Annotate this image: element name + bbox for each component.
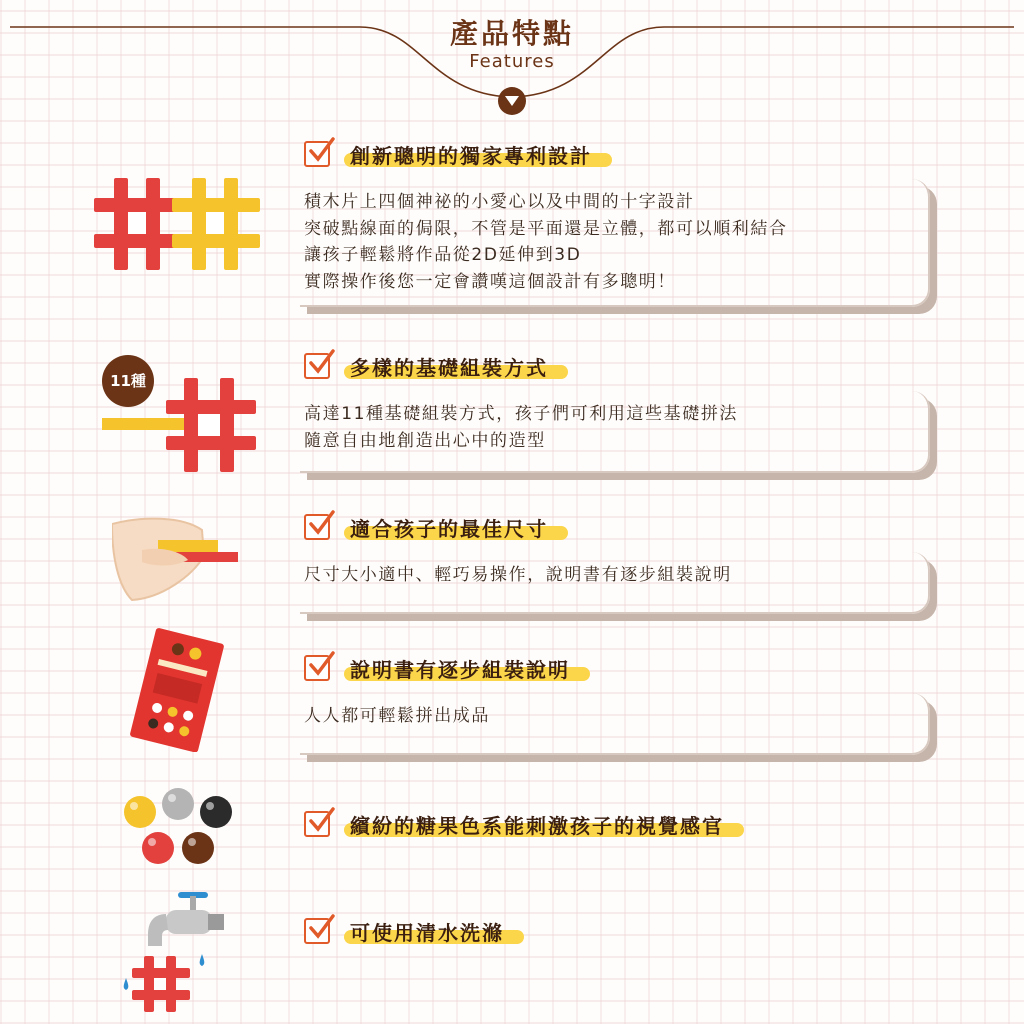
feature-line: 實際操作後您一定會讚嘆這個設計有多聰明！	[304, 271, 676, 292]
faucet-icon	[148, 892, 224, 946]
feature-line: 隨意自由地創造出心中的造型	[304, 430, 546, 451]
feature-line: 人人都可輕鬆拼出成品	[304, 706, 490, 726]
feature-title: 繽紛的糖果色系能刺激孩子的視覺感官	[344, 810, 730, 839]
check-icon	[304, 918, 330, 944]
count-badge: 11種	[102, 355, 154, 407]
feature-line: 突破點線面的侷限，不管是平面還是立體，都可以順利結合	[304, 218, 788, 239]
hand-holding-block-illustration	[112, 516, 242, 602]
feature-title: 多樣的基礎組裝方式	[344, 352, 554, 381]
candy-color-balls-illustration	[122, 786, 238, 866]
assembly-blocks-illustration	[100, 378, 260, 472]
feature-line: 尺寸大小適中、輕巧易操作，說明書有逐步組裝說明	[304, 565, 732, 585]
feature-description-box	[300, 552, 930, 614]
check-icon	[304, 655, 330, 681]
feature-best-size	[300, 510, 930, 614]
feature-description-box	[300, 179, 930, 307]
feature-instruction-booklet	[300, 651, 930, 755]
faucet-washing-illustration	[118, 890, 228, 1014]
feature-assembly-methods	[300, 349, 930, 473]
red-yellow-blocks-illustration	[94, 178, 260, 270]
feature-line: 積木片上四個神祕的小愛心以及中間的十字設計	[304, 192, 695, 212]
feature-line: 讓孩子輕鬆將作品從2D延伸到3D	[304, 245, 582, 265]
feature-line: 高達11種基礎組裝方式，孩子們可利用這些基礎拼法	[304, 404, 739, 424]
page-subtitle: Features	[469, 51, 555, 72]
feature-patent-design	[300, 137, 930, 307]
check-icon	[304, 811, 330, 837]
feature-title: 創新聰明的獨家專利設計	[344, 140, 598, 169]
check-icon	[304, 141, 330, 167]
feature-title: 可使用清水洗滌	[344, 917, 510, 946]
instruction-booklet-illustration	[120, 628, 232, 752]
feature-title: 適合孩子的最佳尺寸	[344, 513, 554, 542]
check-icon	[304, 353, 330, 379]
feature-description-box	[300, 391, 930, 473]
feature-washable	[300, 914, 930, 948]
feature-title: 說明書有逐步組裝說明	[344, 654, 576, 683]
check-icon	[304, 514, 330, 540]
feature-candy-colors	[300, 807, 930, 841]
page-title: 產品特點	[449, 17, 574, 50]
feature-description-box	[300, 693, 930, 755]
